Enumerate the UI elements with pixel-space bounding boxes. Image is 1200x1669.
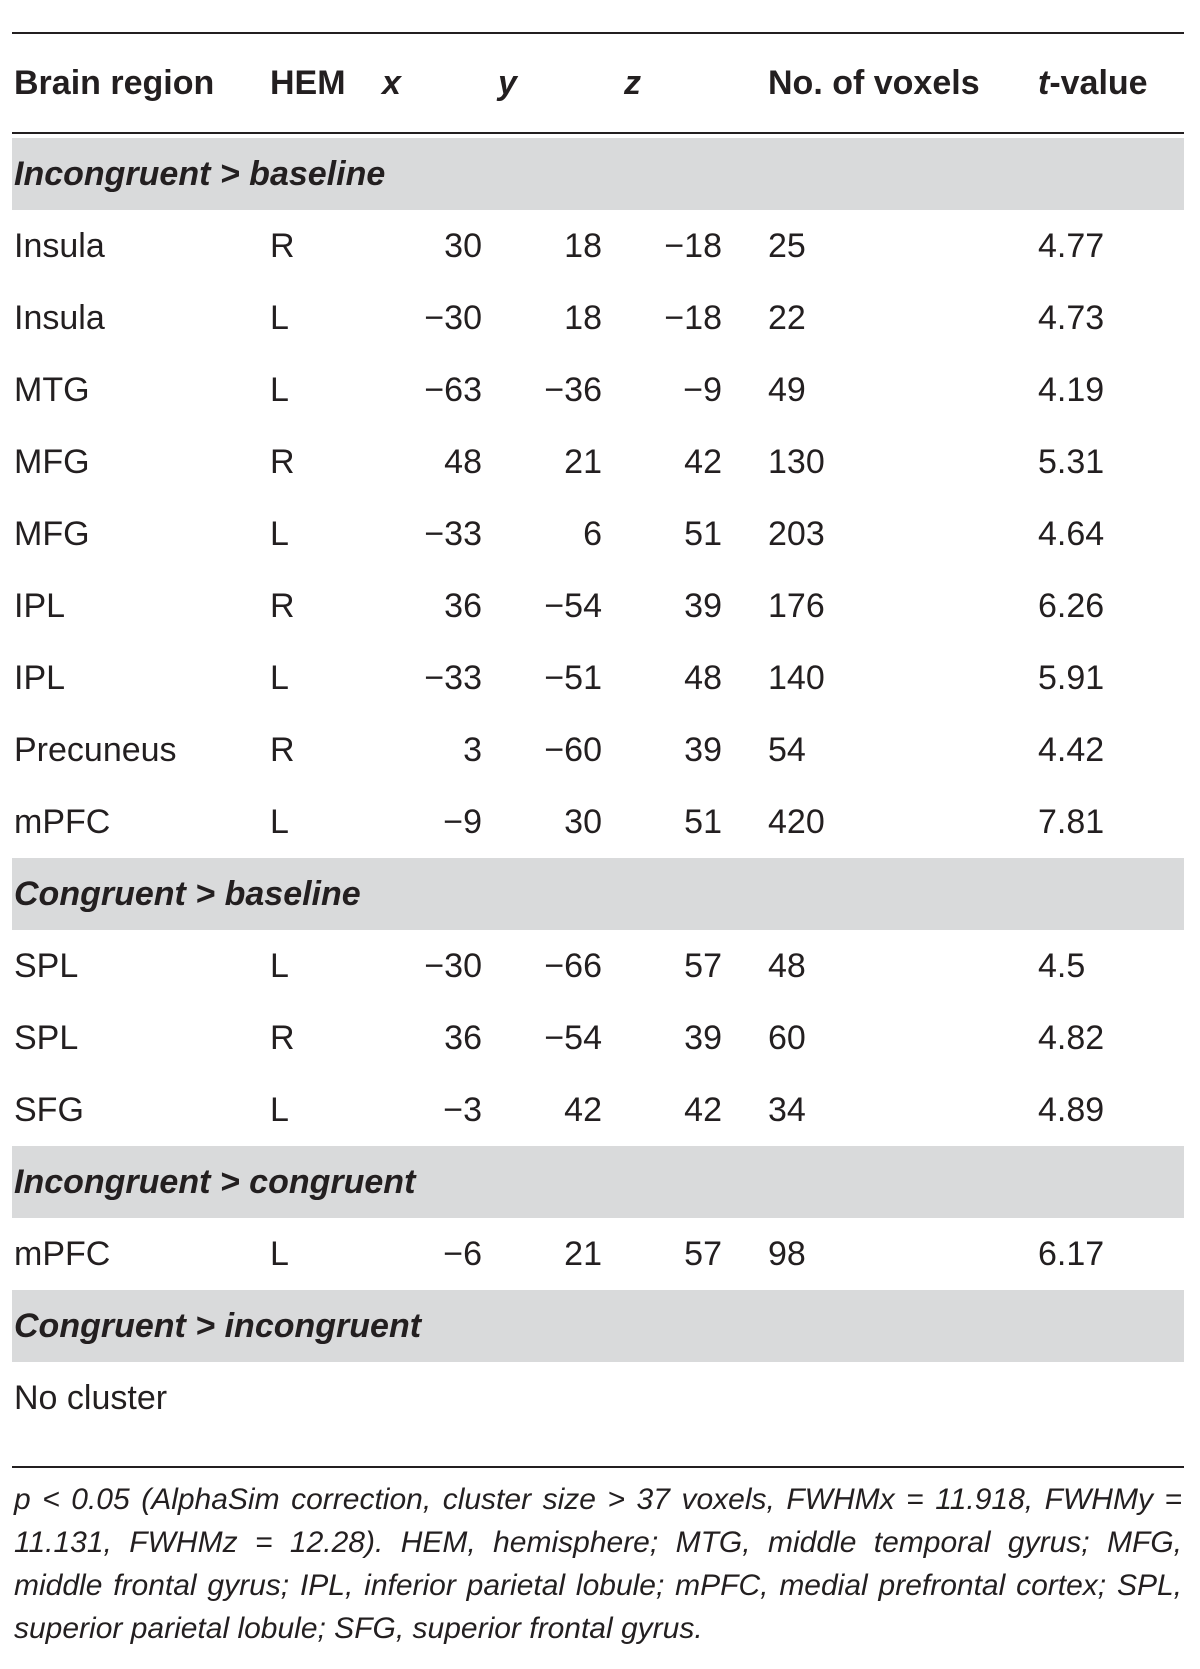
cell-y: −60	[544, 731, 602, 769]
cell-brain-region: Insula	[14, 227, 105, 265]
header-voxels: No. of voxels	[768, 64, 980, 102]
cell-x: 36	[444, 1019, 482, 1057]
cell-voxels: 130	[768, 443, 825, 481]
table-row	[12, 1218, 1184, 1290]
group-header-row	[12, 1146, 1184, 1218]
cell-brain-region: IPL	[14, 587, 66, 625]
cell-brain-region: MFG	[14, 443, 90, 481]
cell-t-value: 6.17	[1038, 1235, 1105, 1273]
cell-x: 3	[463, 731, 482, 769]
table-header	[12, 34, 1184, 132]
cell-z: −18	[664, 299, 722, 337]
cell-y: −54	[544, 1019, 602, 1057]
table-header-rule	[12, 132, 1184, 134]
cell-x: 30	[444, 227, 482, 265]
cell-hem: R	[270, 443, 295, 481]
group-header-row	[12, 138, 1184, 210]
cell-brain-region: MFG	[14, 515, 90, 553]
cell-voxels: 22	[768, 299, 806, 337]
group-label: Incongruent > baseline	[14, 155, 386, 193]
group-label: Congruent > incongruent	[14, 1307, 422, 1345]
cell-voxels: 49	[768, 371, 806, 409]
header-brain-region: Brain region	[14, 64, 215, 102]
cell-hem: L	[270, 371, 289, 409]
cell-hem: L	[270, 299, 289, 337]
cell-z: 42	[684, 443, 722, 481]
table-row	[12, 786, 1184, 858]
cell-voxels: 140	[768, 659, 825, 697]
cell-x: 36	[444, 587, 482, 625]
cell-t-value: 4.89	[1038, 1091, 1105, 1129]
cell-x: −9	[443, 803, 482, 841]
cell-z: 51	[684, 515, 722, 553]
cell-y: 30	[564, 803, 602, 841]
cell-y: −66	[544, 947, 602, 985]
cell-hem: R	[270, 731, 295, 769]
cell-hem: R	[270, 1019, 295, 1057]
cell-voxels: 420	[768, 803, 825, 841]
cell-z: 48	[684, 659, 722, 697]
cell-hem: L	[270, 803, 289, 841]
cell-hem: R	[270, 227, 295, 265]
cell-hem: L	[270, 515, 289, 553]
group-label: Congruent > baseline	[14, 875, 361, 913]
header-t-value	[1038, 34, 1148, 132]
cell-z: 57	[684, 1235, 722, 1273]
cell-hem: L	[270, 659, 289, 697]
table-row	[12, 210, 1184, 282]
cell-x: −33	[424, 659, 482, 697]
cell-hem: L	[270, 1091, 289, 1129]
cell-x: −6	[443, 1235, 482, 1273]
header-y: y	[498, 64, 517, 102]
cell-voxels: 60	[768, 1019, 806, 1057]
cell-z: 39	[684, 1019, 722, 1057]
cell-y: −36	[544, 371, 602, 409]
no-cluster-note: No cluster	[14, 1379, 168, 1417]
cell-brain-region: mPFC	[14, 803, 111, 841]
note-row	[12, 1362, 1184, 1434]
cell-x: −30	[424, 299, 482, 337]
table-footnote: p < 0.05 (AlphaSim correction, cluster size > 37 voxels, FWHMx = 11.918, FWHMy = 11.131, FWHMz = 12.28). HEM, hemisphere; MTG, middle temporal gyrus; MFG, middle frontal gyrus; IPL, inferior parietal lobule; mPFC, medial prefrontal cortex; SPL, superior parietal lobule; SFG, superior frontal gyrus.	[14, 1483, 1182, 1645]
cell-z: 42	[684, 1091, 722, 1129]
cell-z: 51	[684, 803, 722, 841]
cell-hem: R	[270, 587, 295, 625]
group-header-row	[12, 1290, 1184, 1362]
cell-x: −30	[424, 947, 482, 985]
cell-t-value: 4.77	[1038, 227, 1105, 265]
group-header-row	[12, 858, 1184, 930]
cell-t-value: 7.81	[1038, 803, 1105, 841]
cell-t-value: 4.82	[1038, 1019, 1105, 1057]
cell-t-value: 4.42	[1038, 731, 1105, 769]
cell-hem: L	[270, 1235, 289, 1273]
cell-brain-region: Precuneus	[14, 731, 177, 769]
cell-voxels: 176	[768, 587, 825, 625]
cell-voxels: 25	[768, 227, 806, 265]
table-row	[12, 714, 1184, 786]
header-t-suffix: -value	[1049, 64, 1148, 102]
cell-x: −3	[443, 1091, 482, 1129]
table-row	[12, 282, 1184, 354]
cell-voxels: 34	[768, 1091, 806, 1129]
cell-hem: L	[270, 947, 289, 985]
cell-brain-region: SPL	[14, 1019, 79, 1057]
cell-z: −18	[664, 227, 722, 265]
header-t-prefix: t	[1038, 64, 1050, 102]
cell-t-value: 5.31	[1038, 443, 1105, 481]
table-row	[12, 354, 1184, 426]
cell-z: 39	[684, 587, 722, 625]
cell-t-value: 4.64	[1038, 515, 1105, 553]
cell-y: 18	[564, 299, 602, 337]
table-row	[12, 1074, 1184, 1146]
header-z: z	[624, 64, 641, 102]
cell-voxels: 54	[768, 731, 806, 769]
cell-x: −33	[424, 515, 482, 553]
cell-x: −63	[424, 371, 482, 409]
cell-voxels: 98	[768, 1235, 806, 1273]
table-bottom-rule	[12, 1466, 1184, 1468]
cell-y: −54	[544, 587, 602, 625]
table-row	[12, 930, 1184, 1002]
cell-t-value: 5.91	[1038, 659, 1105, 697]
cell-t-value: 4.19	[1038, 371, 1105, 409]
group-label: Incongruent > congruent	[14, 1163, 416, 1201]
cell-z: 57	[684, 947, 722, 985]
cell-z: −9	[683, 371, 722, 409]
cell-z: 39	[684, 731, 722, 769]
cell-y: −51	[544, 659, 602, 697]
table-row	[12, 642, 1184, 714]
cell-x: 48	[444, 443, 482, 481]
cell-y: 42	[564, 1091, 602, 1129]
cell-y: 21	[564, 1235, 602, 1273]
cell-brain-region: SFG	[14, 1091, 84, 1129]
cell-t-value: 4.5	[1038, 947, 1086, 985]
header-hem: HEM	[270, 64, 346, 102]
table-body	[12, 138, 1184, 1434]
table-row	[12, 498, 1184, 570]
table-row	[12, 570, 1184, 642]
cell-y: 6	[583, 515, 602, 553]
cell-y: 18	[564, 227, 602, 265]
cell-brain-region: Insula	[14, 299, 105, 337]
cell-t-value: 4.73	[1038, 299, 1105, 337]
cell-voxels: 48	[768, 947, 806, 985]
cell-brain-region: mPFC	[14, 1235, 111, 1273]
cell-y: 21	[564, 443, 602, 481]
header-x: x	[382, 64, 401, 102]
cell-brain-region: MTG	[14, 371, 90, 409]
cell-brain-region: IPL	[14, 659, 66, 697]
table-row	[12, 1002, 1184, 1074]
table-row	[12, 426, 1184, 498]
cell-t-value: 6.26	[1038, 587, 1105, 625]
cell-brain-region: SPL	[14, 947, 79, 985]
cell-voxels: 203	[768, 515, 825, 553]
